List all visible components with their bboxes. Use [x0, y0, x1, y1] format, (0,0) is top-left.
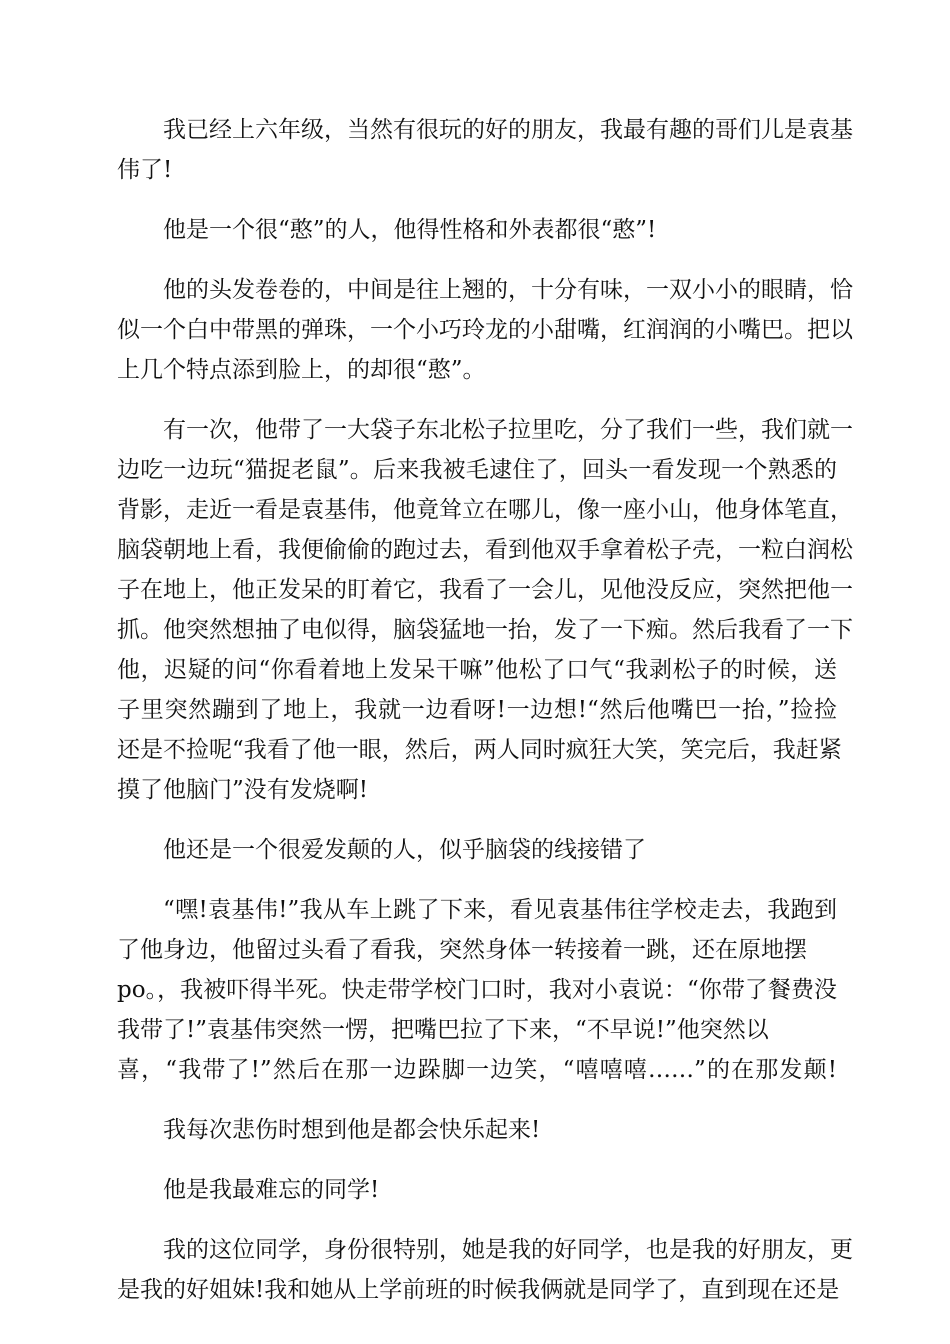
document-body [117, 110, 853, 1330]
text-line: 脑袋朝地上看，我便偷偷的跑过去，看到他双手拿着松子壳，一粒白润松 [117, 537, 853, 563]
text-line: 背影，走近一看是袁基伟，他竟耸立在哪儿，像一座小山，他身体笔直， [117, 497, 853, 523]
paragraph-1 [117, 110, 853, 190]
paragraph-3 [117, 270, 853, 390]
text-line: 我的这位同学，身份很特别，她是我的好同学，也是我的好朋友，更 [163, 1237, 853, 1263]
text-line: 了他身边，他留过头看了看我，突然身体一转接着一跳，还在原地摆 [117, 937, 807, 963]
text-line: 他是我最难忘的同学! [163, 1177, 380, 1203]
text-line: 我每次悲伤时想到他是都会快乐起来! [163, 1117, 541, 1143]
text-line: 抓。他突然想抽了电似得，脑袋猛地一抬，发了一下痴。然后我看了一下 [117, 617, 853, 643]
text-line: 子里突然蹦到了地上，我就一边看呀!一边想!“然后他嘴巴一抬，”捡捡 [117, 697, 837, 723]
text-line: 他还是一个很爱发颠的人，似乎脑袋的线接错了 [163, 837, 646, 863]
paragraph-2 [117, 210, 837, 250]
text-line: 摸了他脑门”没有发烧啊! [117, 777, 369, 803]
text-line: 他是一个很“憨”的人，他得性格和外表都很“憨”! [163, 217, 657, 243]
text-line: 有一次，他带了一大袋子东北松子拉里吃，分了我们一些，我们就一 [163, 417, 853, 443]
text-line: 伟了! [117, 157, 173, 183]
text-line: 子在地上，他正发呆的盯着它，我看了一会儿，见他没反应，突然把他一 [117, 577, 853, 603]
text-line: 边吃一边玩“猫捉老鼠”。后来我被毛逮住了，回头一看发现一个熟悉的 [117, 457, 837, 483]
text-line: 我带了!”袁基伟突然一愣，把嘴巴拉了下来，“不早说!”他突然以 [117, 1017, 769, 1043]
text-line: “嘿!袁基伟!”我从车上跳了下来，看见袁基伟往学校走去，我跑到 [163, 897, 837, 923]
paragraph-6 [117, 890, 837, 1090]
paragraph-7 [117, 1110, 837, 1150]
text-line: 他的头发卷卷的，中间是往上翘的，十分有味，一双小小的眼睛，恰 [163, 277, 853, 303]
paragraph-9 [117, 1230, 853, 1310]
paragraph-8 [117, 1170, 837, 1210]
text-line: 似一个白中带黑的弹珠，一个小巧玲龙的小甜嘴，红润润的小嘴巴。把以 [117, 317, 853, 343]
text-line: 我已经上六年级，当然有很玩的好的朋友，我最有趣的哥们儿是袁基 [163, 117, 853, 143]
text-line: 他，迟疑的问“你看着地上发呆干嘛”他松了口气“我剥松子的时候，送 [117, 657, 837, 683]
paragraph-4 [117, 410, 853, 810]
text-line: po。，我被吓得半死。快走带学校门口时，我对小袁说：“你带了餐费没 [117, 977, 837, 1003]
text-line: 是我的好姐妹!我和她从上学前班的时候我俩就是同学了，直到现在还是 [117, 1277, 840, 1303]
text-line: 喜，“我带了!”然后在那一边跺脚一边笑，“嘻嘻嘻……”的在那发颠! [117, 1057, 837, 1083]
text-line: 还是不捡呢“我看了他一眼，然后，两人同时疯狂大笑，笑完后，我赶紧 [117, 737, 842, 763]
paragraph-5 [117, 830, 837, 870]
text-line: 上几个特点添到脸上，的却很“憨”。 [117, 357, 486, 383]
